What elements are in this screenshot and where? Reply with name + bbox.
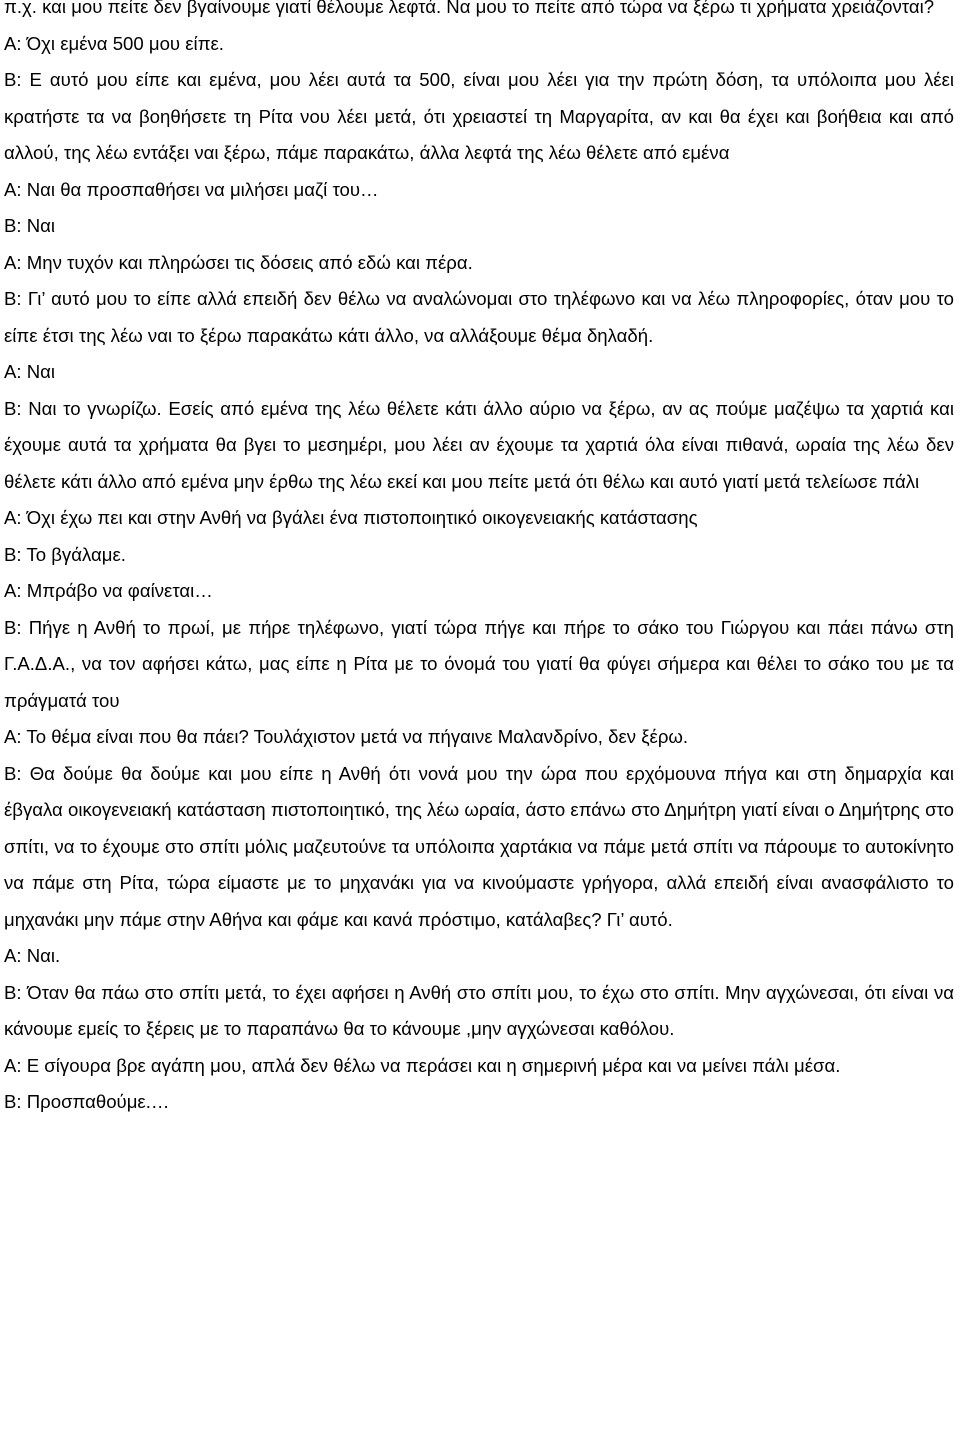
transcript-paragraph: Β: Ναι το γνωρίζω. Εσείς από εμένα της λέω θέλετε κάτι άλλο αύριο να ξέρω, αν ας πούμε μαζέψω τα χαρτιά και έχουμε αυτά τα χρήματα θα βγει το μεσημέρι, μου λέει αν έχουμε τα χαρτιά όλα είναι πιθανά, ωραία της λέω δεν θέλετε κάτι άλλο από εμένα μην έρθω της λέω εκεί και μου πείτε μετά ότι θέλω και αυτό γιατί μετά τελείωσε πάλι [4, 397, 954, 492]
transcript-line: Α: Όχι εμένα 500 μου είπε. [4, 32, 224, 54]
transcript-paragraph: Α: Ε σίγουρα βρε αγάπη μου, απλά δεν θέλω να περάσει και η σημερινή μέρα και να μείνει πάλι μέσα. [4, 1054, 841, 1076]
transcript-paragraph: Β: Ε αυτό μου είπε και εμένα, μου λέει αυτά τα 500, είναι μου λέει για την πρώτη δόση, τα υπόλοιπα μου λέει κρατήστε τα να βοηθήσετε τη Ρίτα νου λέει μετά, ότι χρειαστεί τη Μαργαρίτα, αν και θα έχει και βοήθεια και από αλλού, της λέω εντάξει ναι ξέρω, πάμε παρακάτω, άλλα λεφτά της λέω θέλετε από εμένα [4, 69, 954, 163]
transcript-line: Β: Το βγάλαμε. [4, 543, 126, 565]
transcript-paragraph: Β: Θα δούμε θα δούμε και μου είπε η Ανθή ότι νονά μου την ώρα που ερχόμουνα πήγα και στη δημαρχία και έβγαλα οικογενειακή κατάσταση πιστοποιητικό, της λέω ωραία, άστο επάνω στο Δημήτρη γιατί είναι ο Δημήτρης στο σπίτι, να το έχουμε στο σπίτι μόλις μαζευτούνε τα υπόλοιπα χαρτάκια να πάμε μετά σπίτι να πάρουμε το αυτοκίνητο να πάμε στη Ρίτα, τώρα είμαστε με το μηχανάκι για να κινούμαστε γρήγορα, αλλά επειδή είναι ανασφάλιστο το μηχανάκι μην πάμε στην Αθήνα και φάμε και κανά πρόστιμο, κατάλαβες? Γι’ αυτό. [4, 762, 954, 930]
transcript-line: Α: Μπράβο να φαίνεται… [4, 580, 213, 601]
transcript-line: Β: Ναι [4, 215, 56, 236]
transcript-paragraph: Β: Όταν θα πάω στο σπίτι μετά, το έχει αφήσει η Ανθή στο σπίτι μου, το έχω στο σπίτι. Μην αγχώνεσαι, ότι είναι να κάνουμε εμείς το ξέρεις με το παραπάνω θα το κάνουμε ,μην αγχώνεσαι καθόλου. [4, 981, 954, 1039]
transcript-line: Α: Ναι θα προσπαθήσει να μιλήσει μαζί του… [4, 178, 379, 200]
transcript-paragraph: Β: Πήγε η Ανθή το πρωί, με πήρε τηλέφωνο, γιατί τώρα πήγε και πήρε το σάκο του Γιώργου και πάει πάνω στη Γ.Α.Δ.Α., να τον αφήσει κάτω, μας είπε η Ρίτα με το όνομά του γιατί θα φύγει σήμερα και θέλει το σάκο του με τα πράγματά του [4, 616, 954, 711]
transcript-line: Β: Προσπαθούμε.… [4, 1091, 170, 1112]
transcript-line: Α: Ναι. [4, 945, 61, 966]
transcript-line: Α: Το θέμα είναι που θα πάει? Τουλάχιστον μετά να πήγαινε Μαλανδρίνο, δεν ξέρω. [4, 726, 689, 747]
transcript-line: Α: Ναι [4, 361, 56, 382]
transcript-line: Α: Όχι έχω πει και στην Ανθή να βγάλει ένα πιστοποιητικό οικογενειακής κατάστασης [4, 507, 698, 528]
transcript-paragraph: Β: Γι’ αυτό μου το είπε αλλά επειδή δεν θέλω να αναλώνομαι στο τηλέφωνο και να λέω πληροφορίες, όταν μου το είπε έτσι της λέω ναι το ξέρω παρακάτω κάτι άλλο, να αλλάξουμε θέμα δηλαδή. [4, 288, 954, 346]
transcript-paragraph: π.χ. και μου πείτε δεν βγαίνουμε γιατί θέλουμε λεφτά. Να μου το πείτε από τώρα να ξέρω τι χρήματα χρειάζονται? [4, 0, 935, 17]
transcript-line: Α: Μην τυχόν και πληρώσει τις δόσεις από εδώ και πέρα. [4, 251, 473, 273]
